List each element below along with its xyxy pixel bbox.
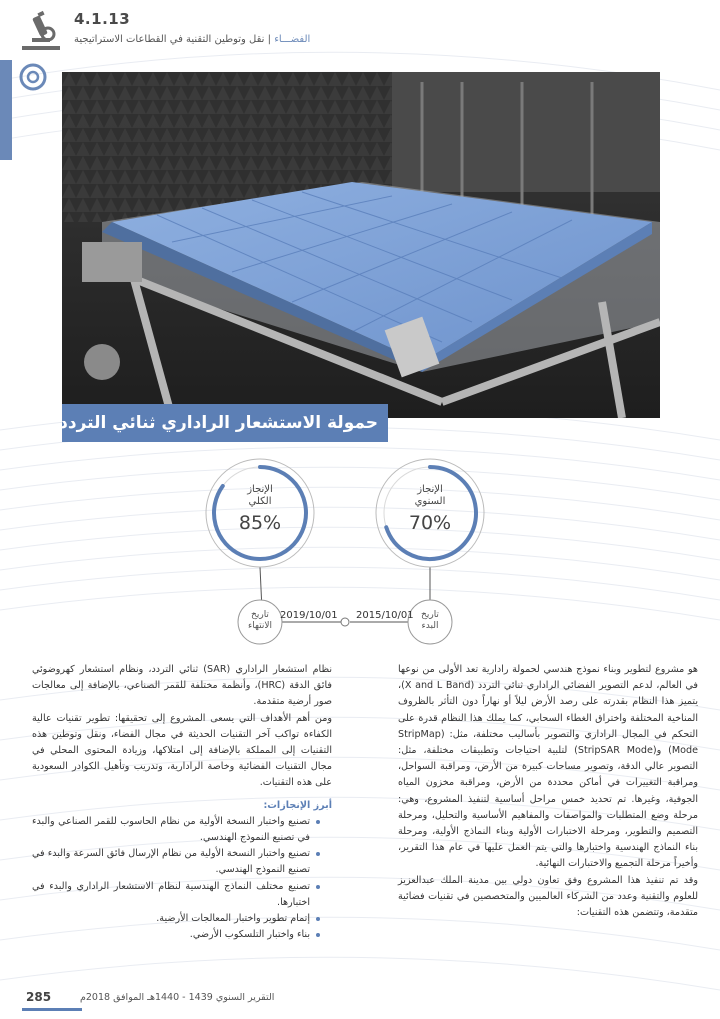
radar-panel-photo	[62, 72, 660, 418]
annual-gauge-label: الإنجاز السنوي	[414, 484, 446, 507]
footer-report-text: التقرير السنوي 1439 - 1440هـ الموافق 2018م	[80, 992, 275, 1003]
right-paragraph-1: هو مشروع لتطوير وبناء نموذج هندسي لحمولة رادارية تعد الأولى من نوعها في العالم، لدعم التصوير الفضائي الراداري ثنائي التردد (X and L Band)، يتميز هذا النظام بقدرته على رصد الأرض ليلاً أو نهاراً دون التأثر بالظروف المناخية المختلفة واختراق الغطاء السحابي، كما يملك هذا النظام قدرة على التحكم في المجال الراداري والتصوير بأساليب مختلفة، مثل: (StripMap Mode) و(StripSAR Mode) لتلبية احتياجات وتطبيقات مختلفة، مثل: التصوير عالي الدقة، وتصوير مساحات كبيرة من الأرض، ومراقبة السواحل، ومراقبة التغييرات في أماكن محددة من الأرض، ومراقبة مخزون المياه الجوفية، وغيرها. تم تحديد خمس مراحل أساسية لتنفيذ المشروع، وهي: مرحلة وضع المتطلبات والمواصفات والمفاهيم الأساسية والتحليل، ومرحلة التصميم والتطوير، ومرحلة الاختبارات الأولية وبناء النماذج الأولية، ومرحلة بناء النماذج الهندسية واختبارها والتي يتم العمل عليها في عام هذا التقرير، وأخيراً مرحلة التجميع والاختبارات النهائية.	[398, 664, 699, 870]
text-column-left	[32, 662, 332, 943]
right-paragraph-2: وقد تم تنفيذ هذا المشروع وفق تعاون دولي بين مدينة الملك عبدالعزيز للعلوم والتقنية وعدد من الشركاء العالميين والمتخصصين في تقنيات فضائية متقدمة، وتتضمن هذه التقنيات:	[398, 874, 698, 919]
achievement-item: بناء واختبار التلسكوب الأرضي.	[32, 927, 320, 943]
annual-gauge-value: 70%	[408, 512, 452, 534]
left-paragraph-1: نظام استشعار الراداري (SAR) ثنائي التردد، ونظام استشعار كهروضوئي فائق الدقة (HRC)، وأنظمة مختلفة للقمر الصناعي، بالإضافة إلى معالجات صور أرضية متقدمة.	[32, 664, 332, 708]
breadcrumb	[74, 34, 310, 45]
total-gauge-value: 85%	[238, 512, 282, 534]
project-title-banner	[59, 404, 388, 442]
side-accent-bar	[0, 60, 12, 160]
radar-panel-illustration	[62, 72, 660, 418]
achievement-item: إتمام تطوير واختبار المعالجات الأرضية.	[32, 911, 320, 927]
end-date: 2019/10/01	[280, 610, 338, 621]
breadcrumb-accent: الفضـــاء	[274, 34, 311, 45]
total-gauge-label: الإنجاز الكلي	[247, 484, 273, 507]
breadcrumb-rest: | نقل وتوطين التقنية في القطاعات الاستراتيجية	[74, 34, 275, 45]
achievements-list	[32, 814, 332, 944]
achievement-item: تصنيع واختبار النسخة الأولية من نظام الإرسال فائق السرعة والبدء في تصنيع النموذج الهندسي.	[32, 846, 320, 878]
page-number: 285	[26, 990, 52, 1004]
page-header	[16, 6, 706, 58]
text-column-right	[398, 662, 698, 921]
end-date-tag: تاريخ الانتهاء	[248, 610, 272, 631]
start-date-tag: تاريخ البدء	[421, 610, 439, 631]
target-icon	[18, 62, 48, 92]
start-date: 2015/10/01	[356, 610, 414, 621]
progress-gauges	[0, 450, 720, 650]
project-title: حمولة الاستشعار الراداري ثنائي التردد	[59, 413, 378, 433]
achievement-item: تصنيع واختبار النسخة الأولية من نظام الحاسوب للقمر الصناعي والبدء في تصنيع النموذج الهندسي.	[32, 814, 320, 846]
left-paragraph-2: ومن أهم الأهداف التي يسعى المشروع إلى تحقيقها: تطوير تقنيات عالية الكفاءة تواكب آخر التقنيات الحديثة في مجال الفضاء، ونقل وتوطين هذه التقنيات إلى المملكة بالإضافة إلى امتلاكها، وزيادة المحتوى المحلي في مجال التقنيات الفضائية وخاصة الرادارية، وتدريب وتأهيل الكوادر السعودية على هذه التقنيات.	[32, 712, 332, 789]
achievements-title: أبرز الإنجازات:	[263, 799, 332, 811]
microscope-icon	[18, 8, 64, 54]
achievement-item: تصنيع مختلف النماذج الهندسية لنظام الاستشعار الراداري والبدء في اختبارها.	[32, 879, 320, 911]
footer-accent-line	[22, 1008, 82, 1011]
section-number: 4.1.13	[74, 10, 131, 28]
